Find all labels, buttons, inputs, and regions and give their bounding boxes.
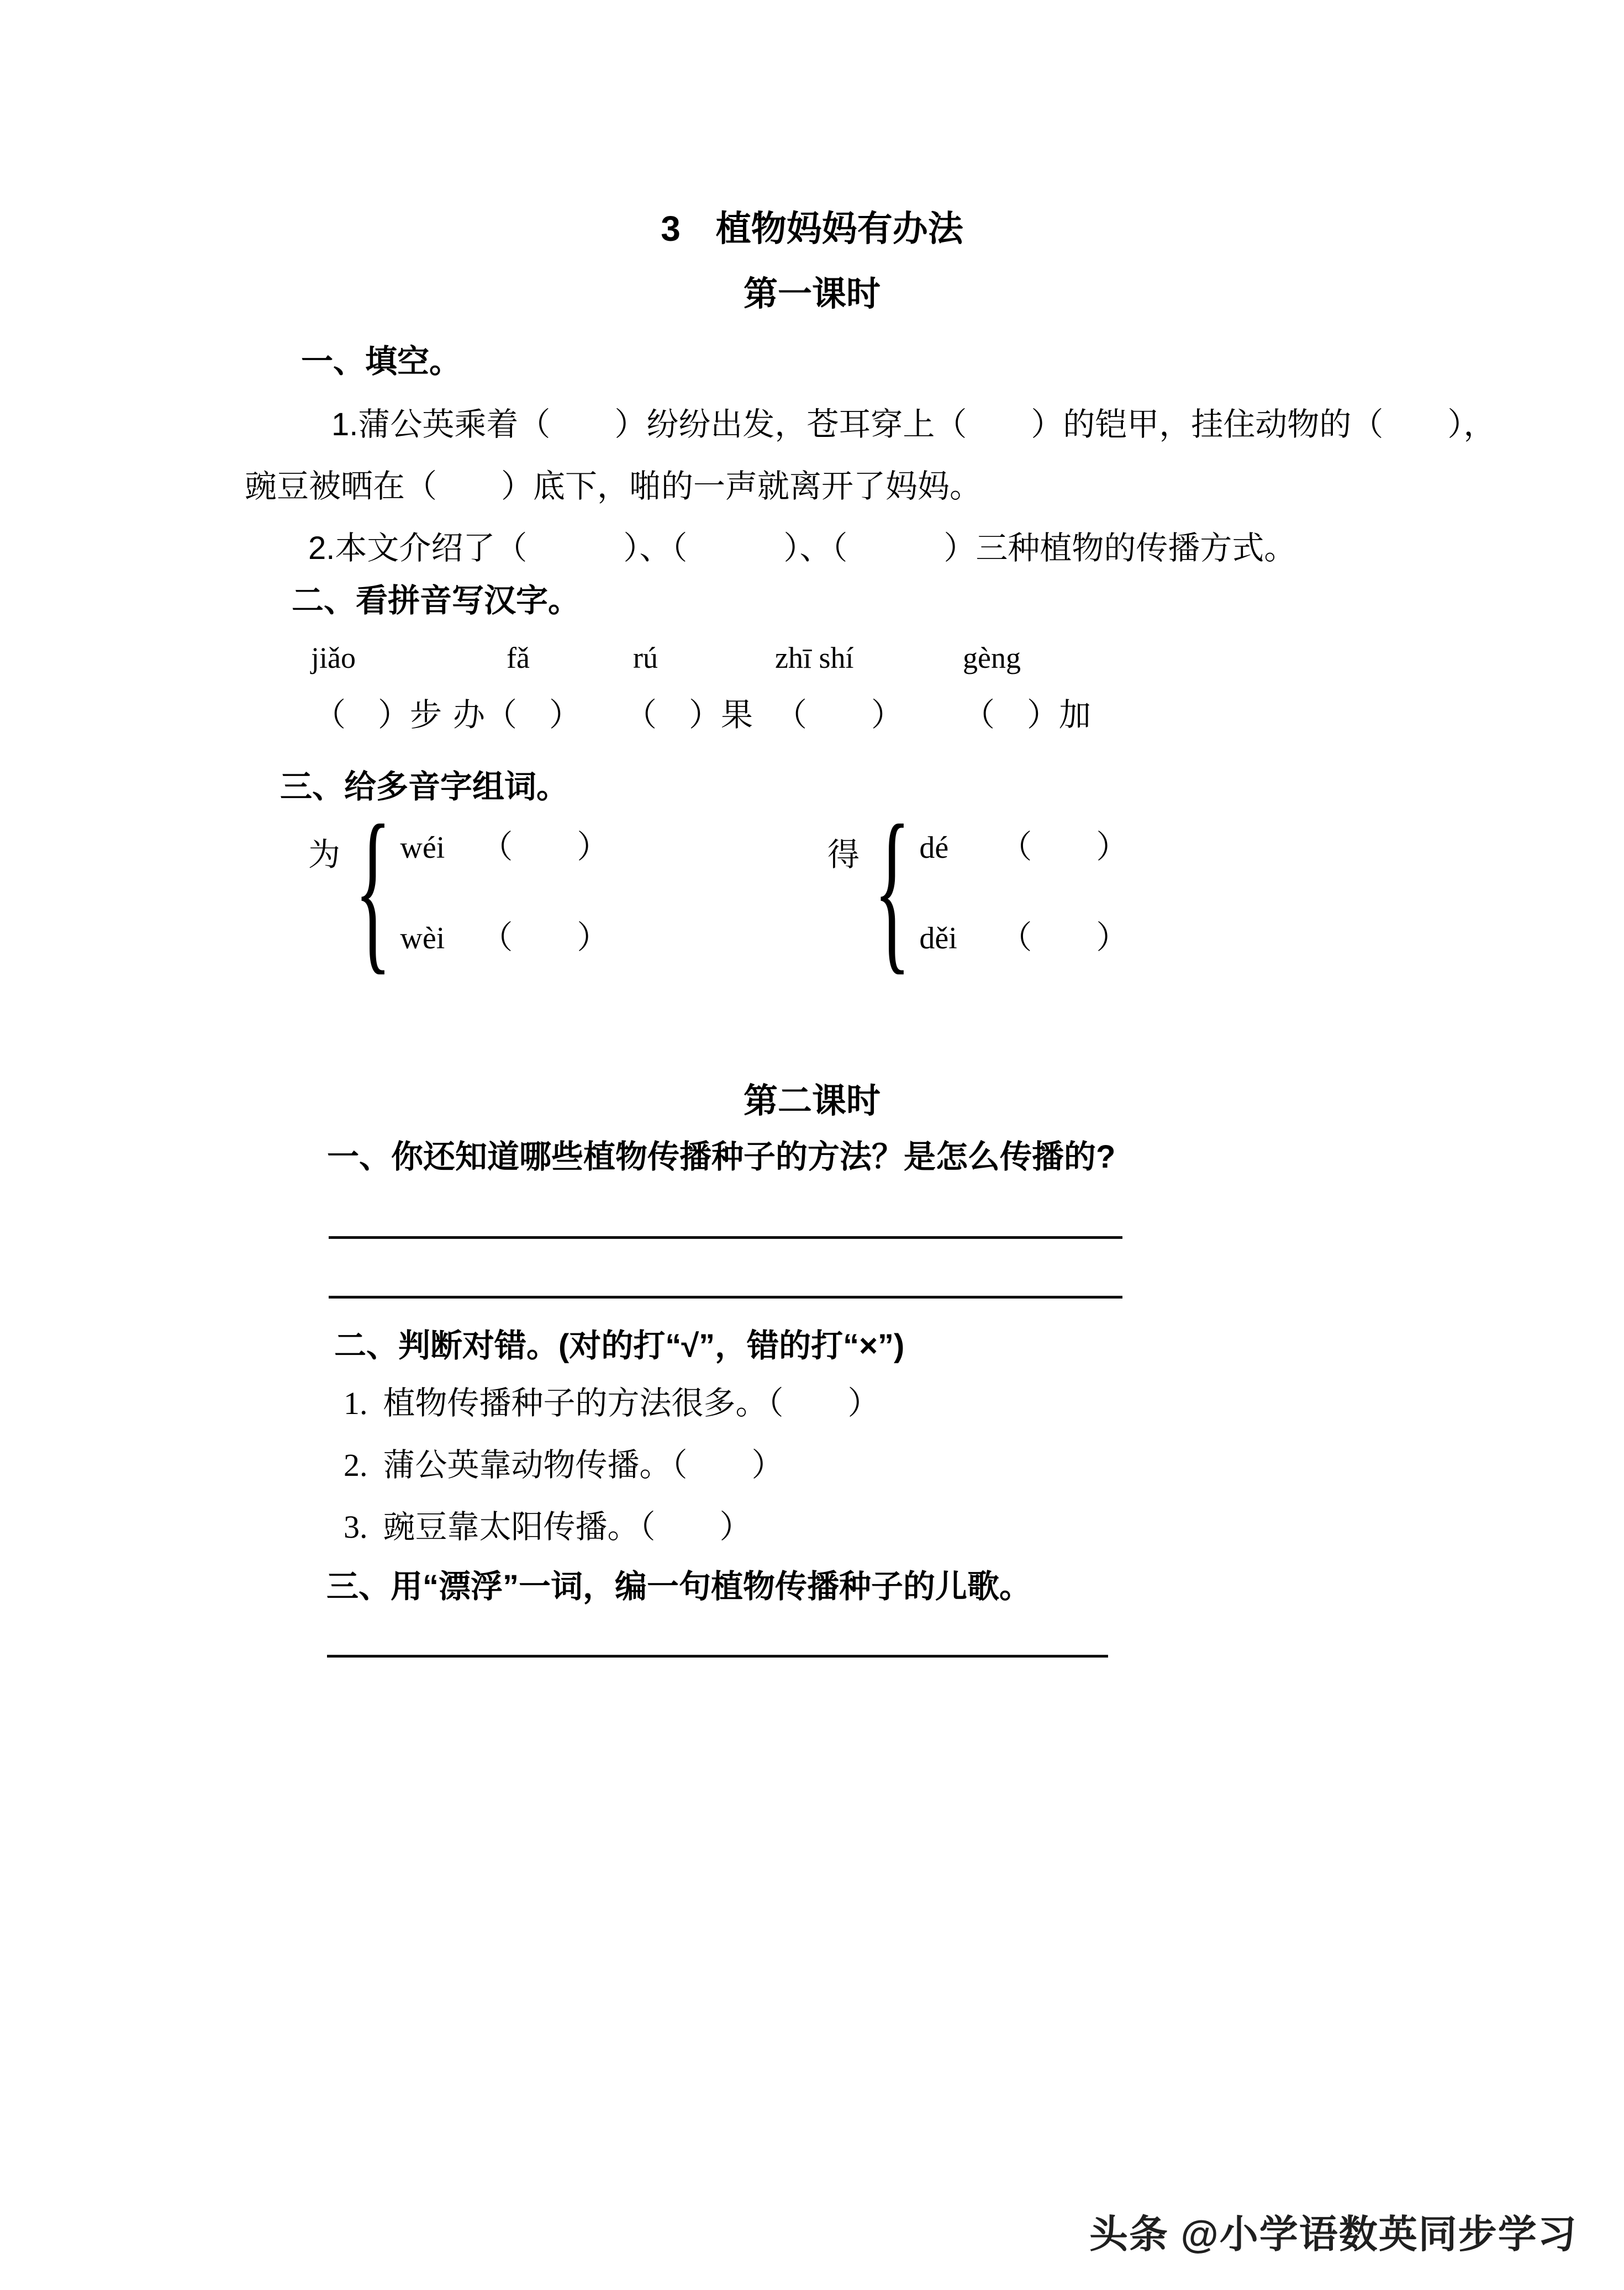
polyphone-char: 得 [827,837,860,873]
pinyin-syllable: jiǎo [311,641,356,674]
polyphone-reading: děi （ ） [919,919,1129,956]
polyphone-char: 为 [308,837,341,873]
lesson2-section2-label: 二、判断对错。(对的打“√”，错的打“×”) [334,1328,905,1364]
pinyin-syllable: zhī shí [775,641,854,674]
lesson1-heading: 第一课时 [743,275,880,313]
section1-label: 一、填空。 [301,344,462,379]
polyphone-reading: dé （ ） [919,829,1129,865]
answer-line [327,1655,1108,1658]
hanzi-blank: 办（ ） [453,697,582,733]
polyphone-group [308,788,609,990]
judge-item-text: 豌豆靠太阳传播。（ ） [383,1509,752,1545]
pinyin-syllable: gèng [963,641,1021,674]
judge-item-text: 植物传播种子的方法很多。（ ） [383,1385,880,1421]
fill-item1-line1: 1.蒲公英乘着（ ）纷纷出发，苍耳穿上（ ）的铠甲，挂住动物的（ ）， [331,407,1496,442]
pinyin-syllable: fǎ [507,641,530,674]
judge-item-text: 蒲公英靠动物传播。（ ） [383,1447,784,1483]
judge-item-number: 2. [344,1447,368,1483]
polyphone-reading: wèi （ ） [400,919,609,956]
page-title: 3 植物妈妈有办法 [661,209,963,249]
section3-label: 三、给多音字组词。 [280,769,569,805]
polyphone-reading: wéi （ ） [400,829,609,865]
lesson2-section1-label: 一、你还知道哪些植物传播种子的方法？是怎么传播的? [327,1139,1116,1175]
pinyin-syllable: rú [633,641,658,674]
polyphone-group [827,788,1129,990]
judge-item-number: 1. [344,1385,368,1421]
curly-brace-icon: { [873,788,911,990]
lesson2-heading: 第二课时 [743,1082,880,1120]
judge-item [344,1385,880,1422]
footer-watermark: 头条 @小学语数英同步学习 [1089,2213,1578,2256]
hanzi-blank: （ ）果 [625,697,753,733]
judge-item [344,1509,752,1546]
hanzi-blank: （ ）加 [963,697,1092,733]
answer-line [329,1236,1122,1239]
lesson2-section3-label: 三、用“漂浮”一词，编一句植物传播种子的儿歌。 [326,1569,1032,1605]
hanzi-blank: （ ）步 [314,697,442,733]
hanzi-blank: （ ） [775,697,904,733]
judge-item-number: 3. [344,1509,368,1545]
judge-item [344,1447,784,1484]
curly-brace-icon: { [354,788,392,990]
section2-label: 二、看拼音写汉字。 [292,583,581,619]
fill-item2: 2.本文介绍了（ ）、（ ）、（ ）三种植物的传播方式。 [308,530,1296,566]
fill-item1-line2: 豌豆被晒在（ ）底下，啪的一声就离开了妈妈。 [245,468,982,504]
answer-line [329,1296,1122,1299]
